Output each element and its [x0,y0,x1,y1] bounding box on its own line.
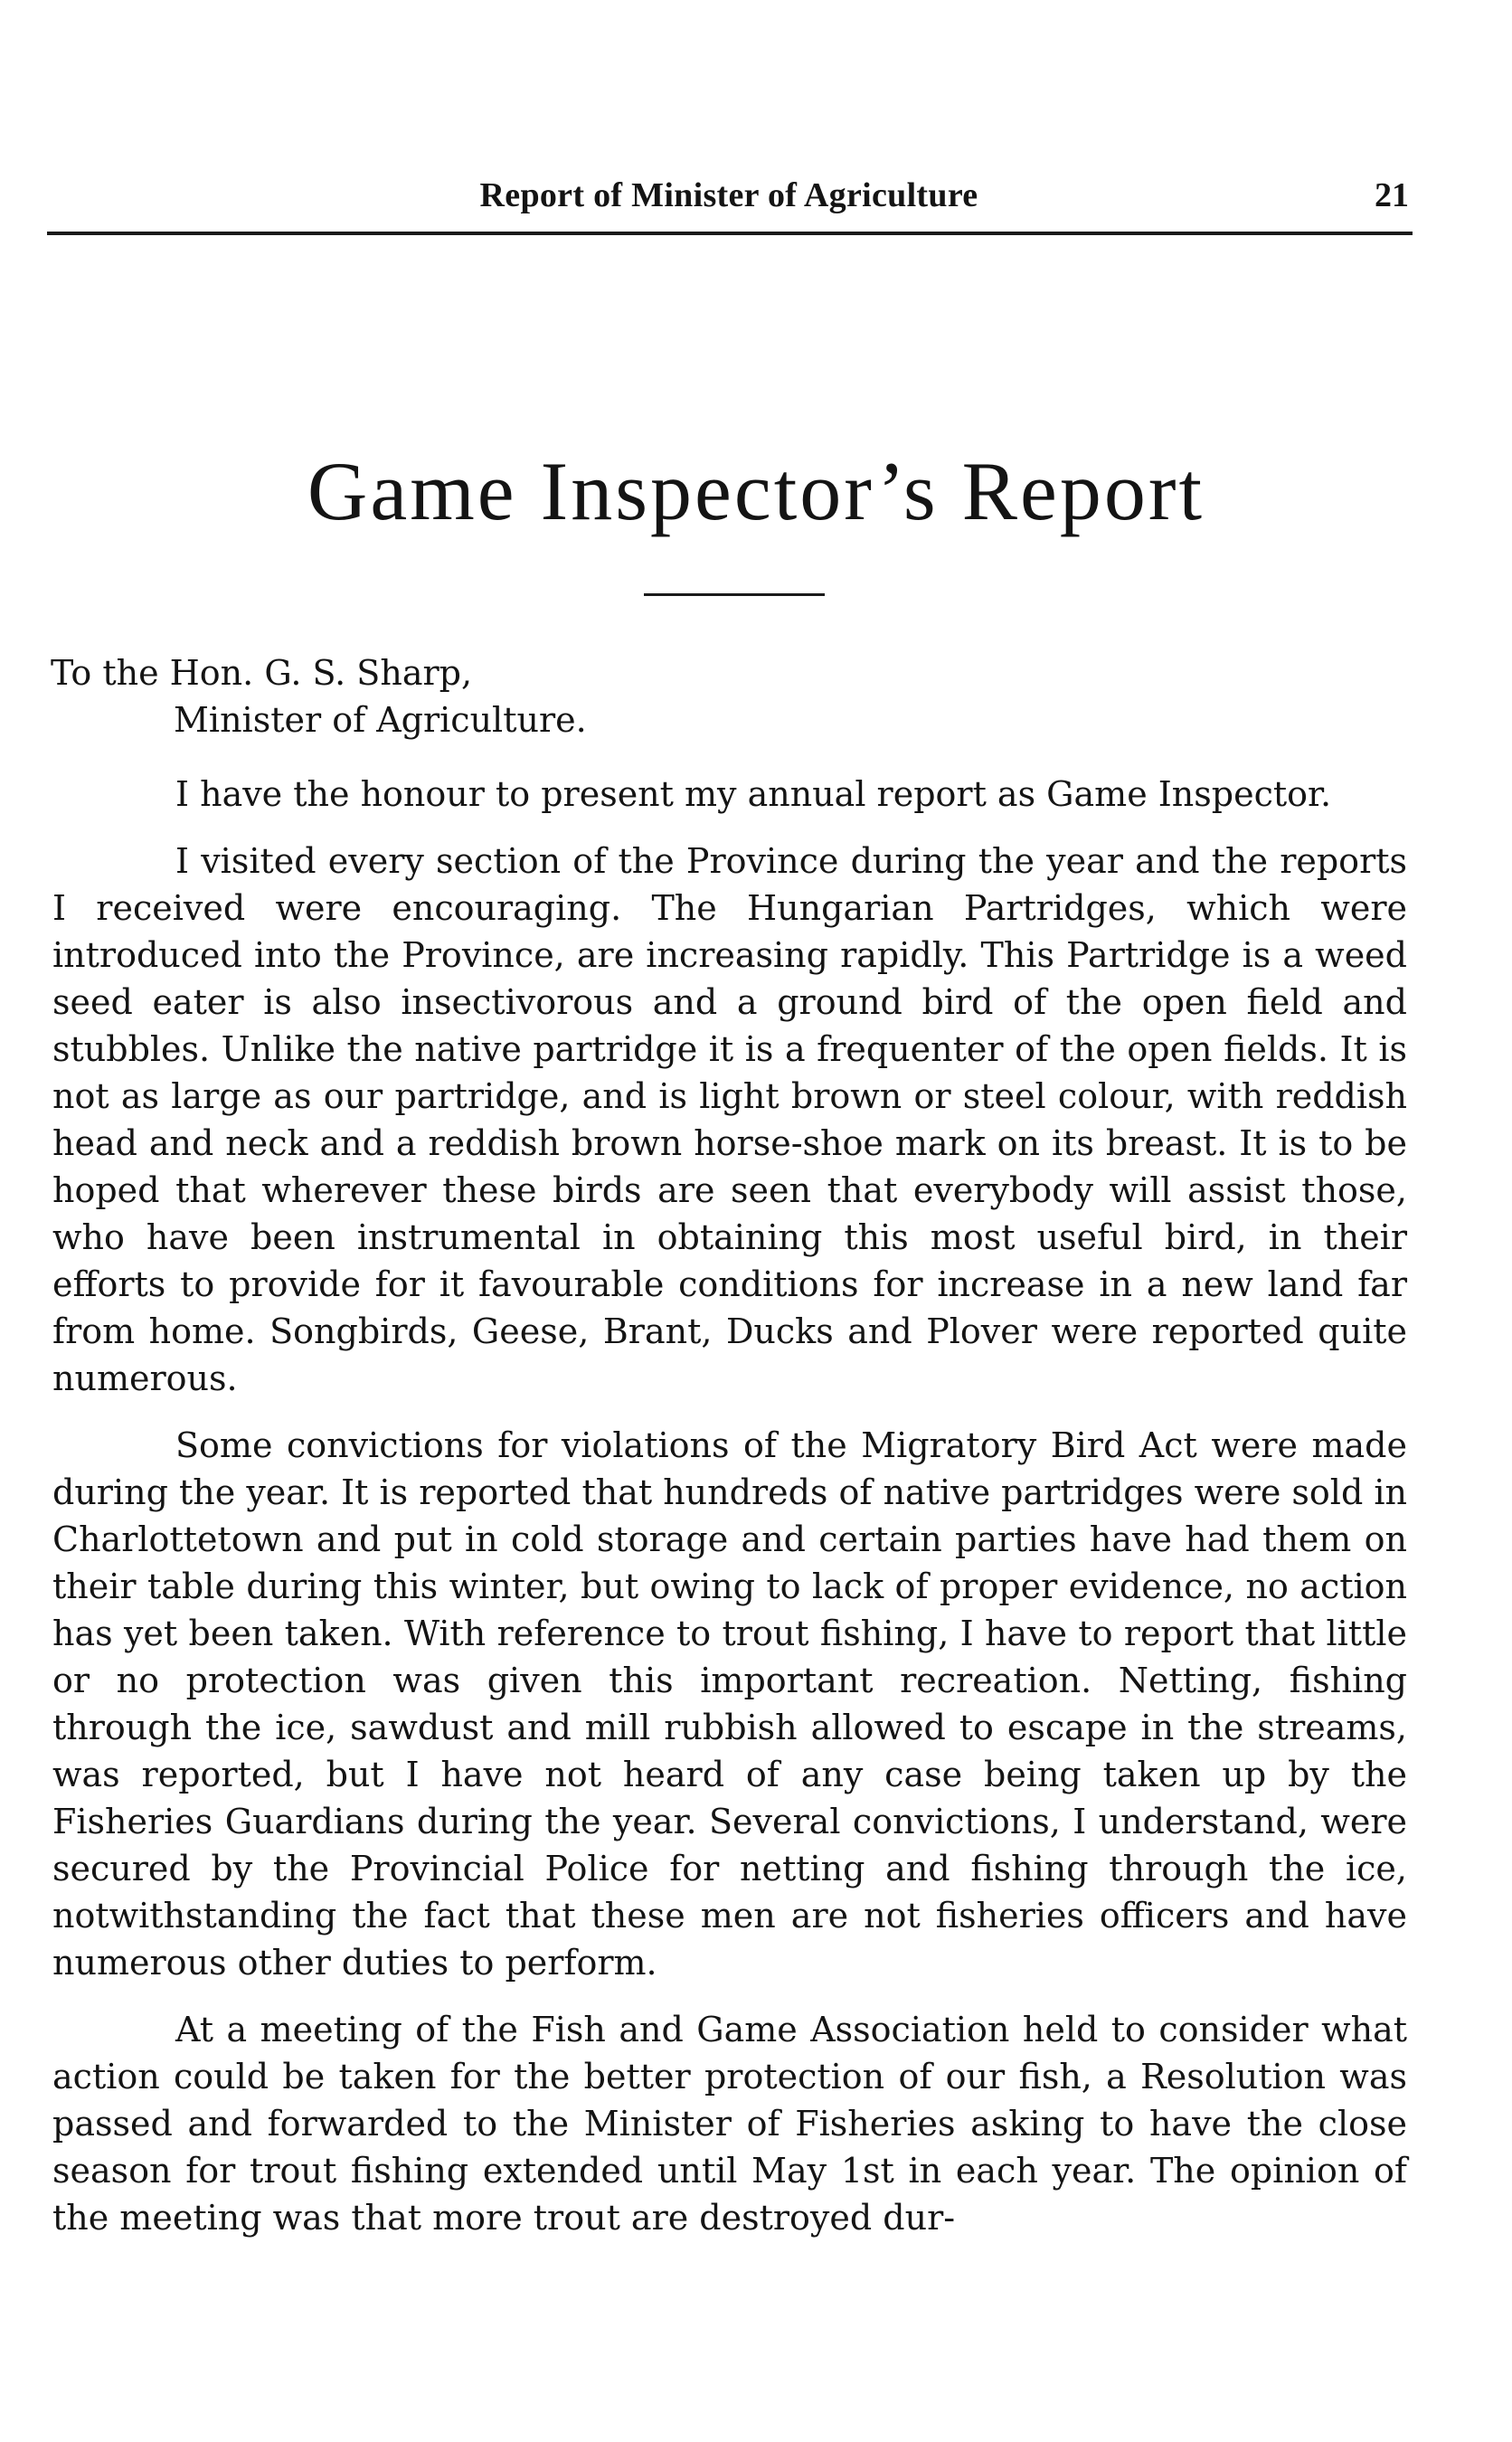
page-title: Game Inspector’s Report [307,445,1205,537]
salutation [51,649,587,743]
page-number: 21 [1375,176,1409,214]
running-title: Report of Minister of Agriculture [479,176,978,214]
salutation-title: Minister of Agriculture. [174,700,587,740]
header-rule [47,232,1413,235]
paragraph-association: At a meeting of the Fish and Game Association held to consider what action could be taken for the better protection of our fish, a Resolution was passed and forwarded to the Minister of Fisheries asking to have the close season for trout fishing extended until May 1st in each year. The opinion of the meeting was that more trout are destroyed dur- [52,2010,1407,2238]
report-body [52,771,1407,2261]
paragraph-convictions: Some convictions for violations of the Migratory Bird Act were made during the year. It is reported that hundreds of native partridges were sold in Charlottetown and put in cold storage and certain parties have had them on their table during this winter, but owing to lack of proper evidence, no action has yet been taken. With reference to trout fishing, I have to report that little or no protection was given this important recreation. Netting, fishing through the ice, sawdust and mill rubbish allowed to escape in the streams, was reported, but I have not heard of any case being taken up by the Fisheries Guardians during the year. Several convictions, I understand, were secured by the Provincial Police for netting and fishing through the ice, notwithstanding the fact that these men are not fisheries officers and have numerous other duties to perform. [52,1425,1407,1983]
paragraph-partridges: I visited every section of the Province during the year and the reports I received were encouraging. The Hungarian Partridges, which were introduced into the Province, are increasing rapidly. This Partridge is a weed seed eater is also insectivorous and a ground bird of the open field and stubbles. Unlike the native partridge it is a frequenter of the open fields. It is not as large as our partridge, and is light brown or steel colour, with reddish head and neck and a reddish brown horse-shoe mark on its breast. It is to be hoped that wherever these birds are seen that everybody will assist those, who have been instrumental in obtaining this most useful bird, in their efforts to provide for it favourable conditions for increase in a new land far from home. Songbirds, Geese, Brant, Ducks and Plover were reported quite numerous. [52,841,1407,1398]
salutation-addressee: To the Hon. G. S. Sharp, [51,653,473,693]
title-rule [644,593,825,596]
running-header [47,170,1411,224]
paragraph-intro: I have the honour to present my annual report as Game Inspector. [175,774,1332,814]
